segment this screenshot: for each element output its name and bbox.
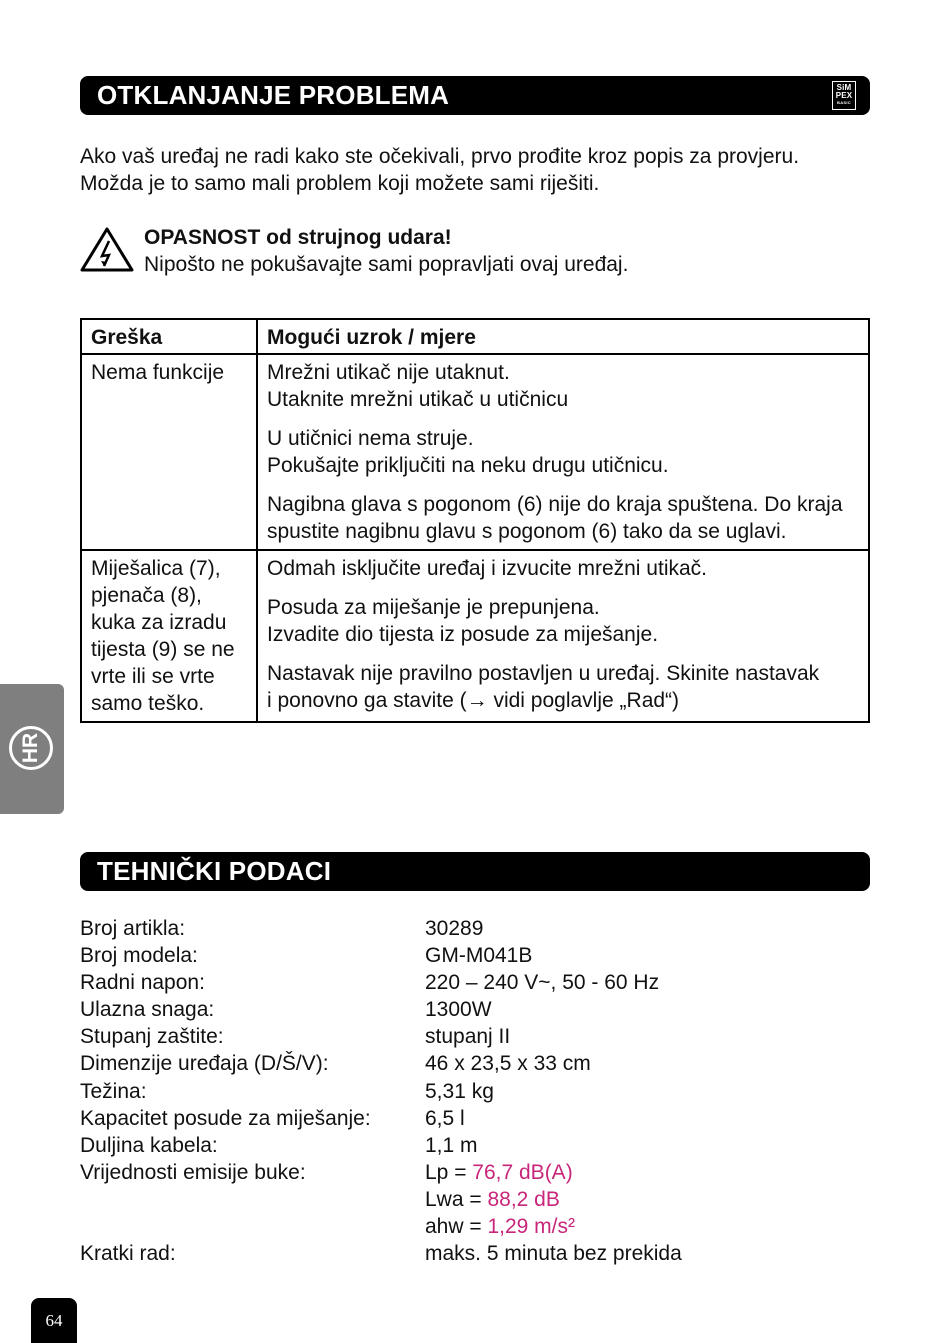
warning-text: Nipošto ne pokušavajte sami popravljati ovaj uređaj. xyxy=(144,253,629,276)
spec-row: Duljina kabela: 1,1 m xyxy=(80,1133,478,1157)
troubleshooting-table xyxy=(80,318,870,723)
column-header-cause: Mogući uzrok / mjere xyxy=(257,319,869,354)
spec-row: Težina: 5,31 kg xyxy=(80,1079,494,1103)
warning-block xyxy=(144,224,844,278)
fault-cell: Nema funkcije xyxy=(81,354,257,550)
language-badge xyxy=(9,726,53,770)
section-title: OTKLANJANJE PROBLEMA xyxy=(97,80,450,110)
spec-row: Dimenzije uređaja (D/Š/V): 46 x 23,5 x 33 cm xyxy=(80,1052,591,1076)
table-row xyxy=(81,354,869,550)
intro-paragraph: Ako vaš uređaj ne radi kako ste očekivali, prvo prođite kroz popis za provjeru. Možda je to samo mali problem koji možete sami riješiti. xyxy=(80,145,800,195)
spec-list xyxy=(80,915,870,1267)
cause-item: Odmah isključite uređaj i izvucite mrežni utikač. xyxy=(267,557,707,580)
spec-row: Kratki rad: maks. 5 minuta bez prekida xyxy=(80,1242,682,1266)
section-header-troubleshooting xyxy=(80,76,870,115)
spec-row: Stupanj zaštite: stupanj II xyxy=(80,1025,511,1049)
spec-row: Ulazna snaga: 1300W xyxy=(80,998,492,1022)
fault-cell: Miješalica (7), pjenača (8), kuka za izradu tijesta (9) se ne vrte ili se vrte samo teško. xyxy=(81,550,257,722)
cause-item: Mrežni utikač nije utaknut. Utaknite mrežni utikač u utičnicu xyxy=(267,361,569,411)
spec-row: Broj artikla: 30289 xyxy=(80,917,484,940)
spec-row: Kapacitet posude za miješanje: 6,5 l xyxy=(80,1106,465,1130)
spec-row: Broj modela: GM-M041B xyxy=(80,944,533,968)
warning-title: OPASNOST od strujnog udara! xyxy=(144,226,452,249)
cause-item: U utičnici nema struje. Pokušajte priključiti na neku drugu utičnicu. xyxy=(267,427,669,477)
simpex-basic-logo: SiM PEX BASIC xyxy=(832,81,856,110)
cause-item: Posuda za miješanje je prepunjena. Izvadite dio tijesta iz posude za miješanje. xyxy=(267,596,659,646)
arrow-right-icon: → xyxy=(466,689,488,712)
spec-row-noise: Vrijednosti emisije buke: Lp = 76,7 dB(A) Lwa = 88,2 dB ahw = 1,29 m/s² xyxy=(80,1160,575,1239)
column-header-fault: Greška xyxy=(81,319,257,354)
cause-cell xyxy=(257,550,869,722)
section-title: TEHNIČKI PODACI xyxy=(97,856,332,886)
table-header-row xyxy=(81,319,869,354)
table-row xyxy=(81,550,869,722)
language-label: HR xyxy=(19,732,42,764)
cause-item: Nagibna glava s pogonom (6) nije do kraja spuštena. Do kraja spustite nagibnu glavu s pogonom (6) tako da se uglavi. xyxy=(267,493,843,543)
electric-shock-warning-icon xyxy=(80,226,134,272)
spec-row: Radni napon: 220 – 240 V~, 50 - 60 Hz xyxy=(80,971,660,995)
cause-cell xyxy=(257,354,869,550)
section-header-technical-data xyxy=(80,852,870,891)
cause-item: Nastavak nije pravilno postavljen u uređaj. Skinite nastavak i ponovno ga stavite (→ vidi poglavlje „Rad“) xyxy=(267,662,820,712)
language-tab xyxy=(0,684,64,814)
page-number: 64 xyxy=(31,1298,77,1343)
